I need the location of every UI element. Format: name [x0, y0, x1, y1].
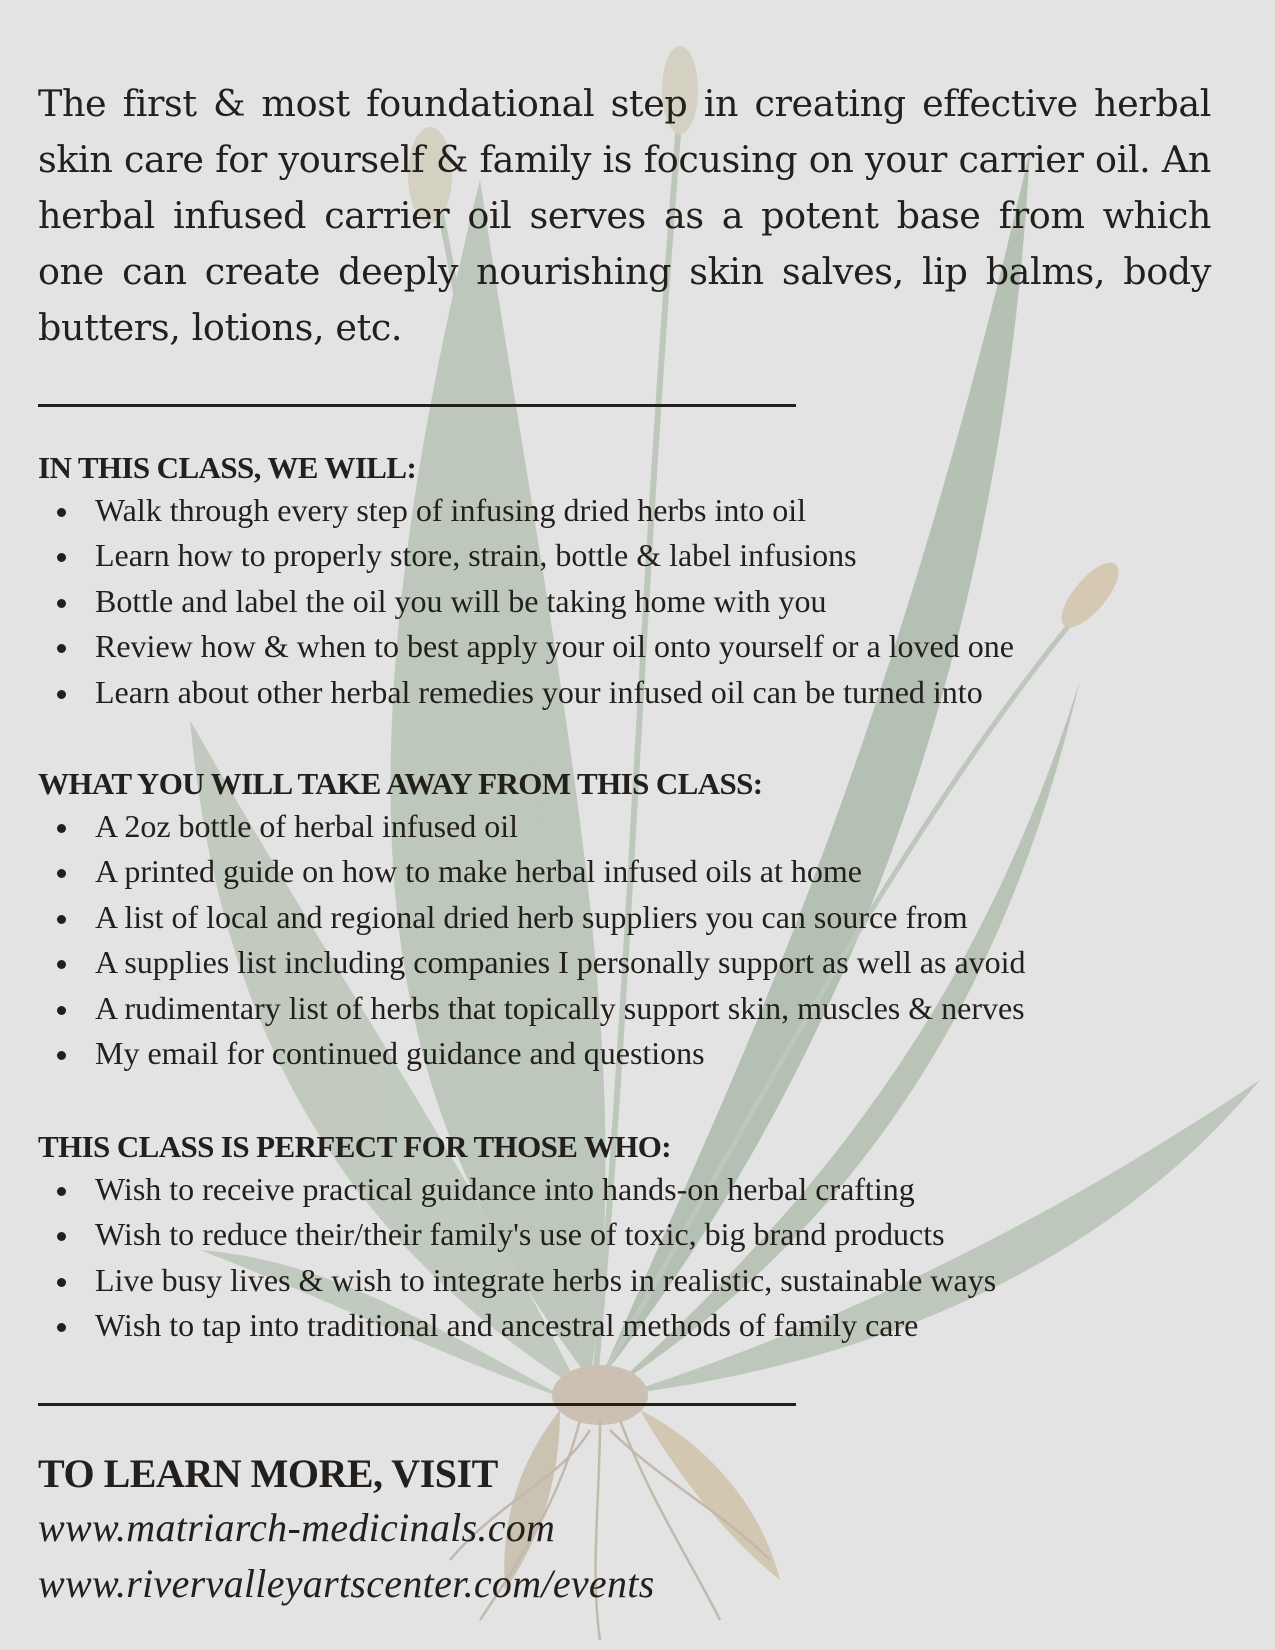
bullet-icon: [57, 869, 66, 878]
section-heading: IN THIS CLASS, WE WILL:: [38, 450, 417, 485]
bullet-list: [38, 488, 1238, 715]
bullet-icon: [57, 1232, 66, 1241]
list-item: [38, 1212, 1238, 1257]
bullet-icon: [57, 960, 66, 969]
river-valley-events-link[interactable]: www.rivervalleyartscenter.com/events: [38, 1561, 655, 1606]
list-item: [38, 579, 1238, 624]
list-item: [38, 624, 1238, 669]
bullet-icon: [57, 915, 66, 924]
divider-top: [38, 404, 796, 407]
intro-paragraph: The first & most foundational step in creating effective herbal skin care for yourself & family is focusing on your carrier oil. An herbal infused carrier oil serves as a potent base from which one can create deeply nourishing skin salves, lip balms, body butters, lotions, etc.: [38, 82, 1211, 349]
section-takeaways: [38, 764, 1238, 1076]
list-item: [38, 849, 1238, 894]
matriarch-medicinals-link[interactable]: www.matriarch-medicinals.com: [38, 1505, 556, 1550]
list-item-text: A list of local and regional dried herb suppliers you can source from: [95, 898, 968, 935]
list-item-text: Learn about other herbal remedies your infused oil can be turned into: [95, 673, 983, 710]
bullet-icon: [57, 553, 66, 562]
list-item: [38, 670, 1238, 715]
list-item-text: My email for continued guidance and questions: [95, 1035, 705, 1072]
list-item-text: Learn how to properly store, strain, bottle & label infusions: [95, 537, 857, 574]
bullet-icon: [57, 1323, 66, 1332]
list-item: [38, 895, 1238, 940]
bullet-icon: [57, 1187, 66, 1196]
list-item-text: Wish to receive practical guidance into hands-on herbal crafting: [95, 1171, 915, 1207]
list-item: [38, 488, 1238, 533]
list-item-text: A supplies list including companies I personally support as well as avoid: [95, 944, 1026, 981]
bullet-icon: [57, 599, 66, 608]
list-item-text: Wish to tap into traditional and ancestral methods of family care: [95, 1307, 919, 1344]
list-item: [38, 1167, 1238, 1212]
learn-more-heading: TO LEARN MORE, VISIT: [38, 1451, 498, 1496]
list-item: [38, 986, 1238, 1031]
bullet-icon: [57, 1278, 66, 1287]
list-item-text: Bottle and label the oil you will be taking home with you: [95, 582, 827, 619]
list-item: [38, 533, 1238, 578]
bullet-list: [38, 804, 1238, 1076]
list-item-text: Live busy lives & wish to integrate herbs in realistic, sustainable ways: [95, 1261, 997, 1298]
bullet-icon: [57, 644, 66, 653]
list-item: [38, 1303, 1238, 1348]
list-item: [38, 804, 1238, 849]
list-item-text: A 2oz bottle of herbal infused oil: [95, 808, 519, 844]
bullet-icon: [57, 690, 66, 699]
bullet-icon: [57, 1006, 66, 1015]
bullet-list: [38, 1167, 1238, 1349]
list-item-text: Review how & when to best apply your oil onto yourself or a loved one: [95, 628, 1014, 665]
bullet-icon: [57, 1051, 66, 1060]
section-heading: WHAT YOU WILL TAKE AWAY FROM THIS CLASS:: [38, 766, 763, 801]
divider-bottom: [38, 1403, 796, 1406]
list-item-text: Walk through every step of infusing dried herbs into oil: [95, 492, 807, 528]
list-item: [38, 1031, 1238, 1076]
list-item-text: A rudimentary list of herbs that topically support skin, muscles & nerves: [95, 989, 1025, 1026]
section-audience: [38, 1127, 1238, 1349]
bullet-icon: [57, 824, 66, 833]
section-heading: THIS CLASS IS PERFECT FOR THOSE WHO:: [38, 1129, 672, 1164]
list-item-text: Wish to reduce their/their family's use of toxic, big brand products: [95, 1216, 945, 1253]
section-class-activities: [38, 448, 1238, 715]
list-item: [38, 940, 1238, 985]
list-item: [38, 1258, 1238, 1303]
list-item-text: A printed guide on how to make herbal infused oils at home: [95, 853, 862, 890]
bullet-icon: [57, 508, 66, 517]
